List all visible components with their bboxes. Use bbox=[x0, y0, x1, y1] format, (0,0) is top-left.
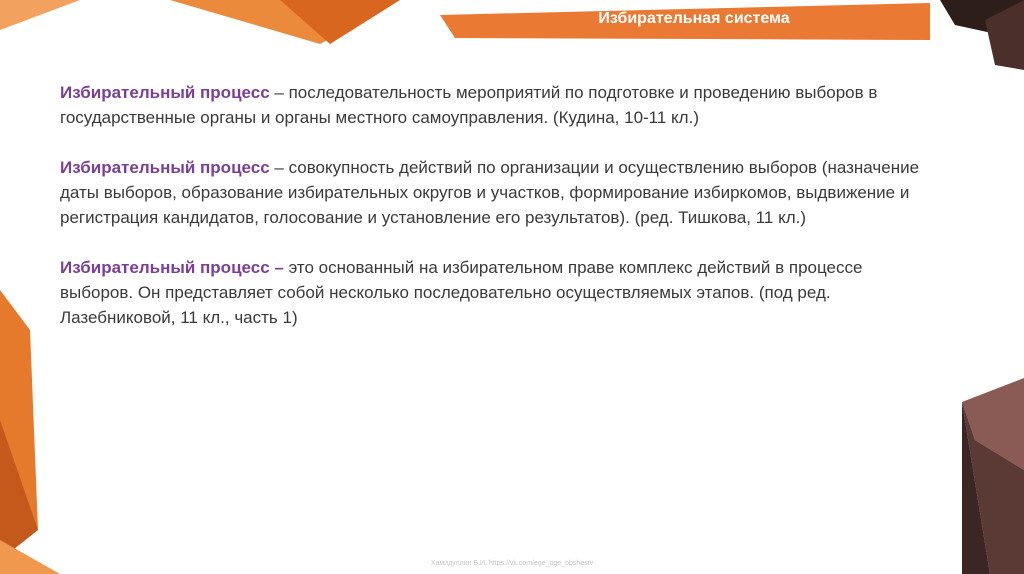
content-area bbox=[60, 80, 940, 355]
definition-dash: – bbox=[269, 258, 284, 277]
header-band bbox=[440, 0, 940, 40]
definition-text: это основанный на избирательном праве комплекс действий в процессе выборов. Он представляет собой несколько последовательно осуществляемых этапов. (под ред. Лазебниковой, 11 кл., часть 1) bbox=[60, 258, 863, 327]
definition-term: Избирательный процесс bbox=[60, 83, 270, 102]
definition-paragraph-3 bbox=[60, 255, 940, 330]
footer-credit: Хамидуллин Б.И. https://vk.com/ege_oge_obshestv bbox=[430, 560, 594, 567]
decor-shape-top-left bbox=[0, 0, 80, 30]
definition-text: совокупность действий по организации и осуществлению выборов (назначение даты выборов, образование избирательных округов и участков, формирование избиркомов, выдвижение и регистрация кандидатов, голосование и установление его результатов). (ред. Тишкова, 11 кл.) bbox=[60, 158, 920, 227]
page-title: Избирательная система bbox=[598, 10, 790, 27]
definition-paragraph-2 bbox=[60, 155, 940, 230]
definition-term: Избирательный процесс bbox=[60, 158, 270, 177]
definition-term: Избирательный процесс bbox=[60, 258, 270, 277]
definition-paragraph-1 bbox=[60, 80, 940, 130]
definition-dash: – bbox=[269, 83, 284, 102]
definition-text: последовательность мероприятий по подготовке и проведению выборов в государственные органы и органы местного самоуправления. (Кудина, 10-11 кл.) bbox=[60, 83, 878, 127]
definition-dash: – bbox=[269, 158, 284, 177]
